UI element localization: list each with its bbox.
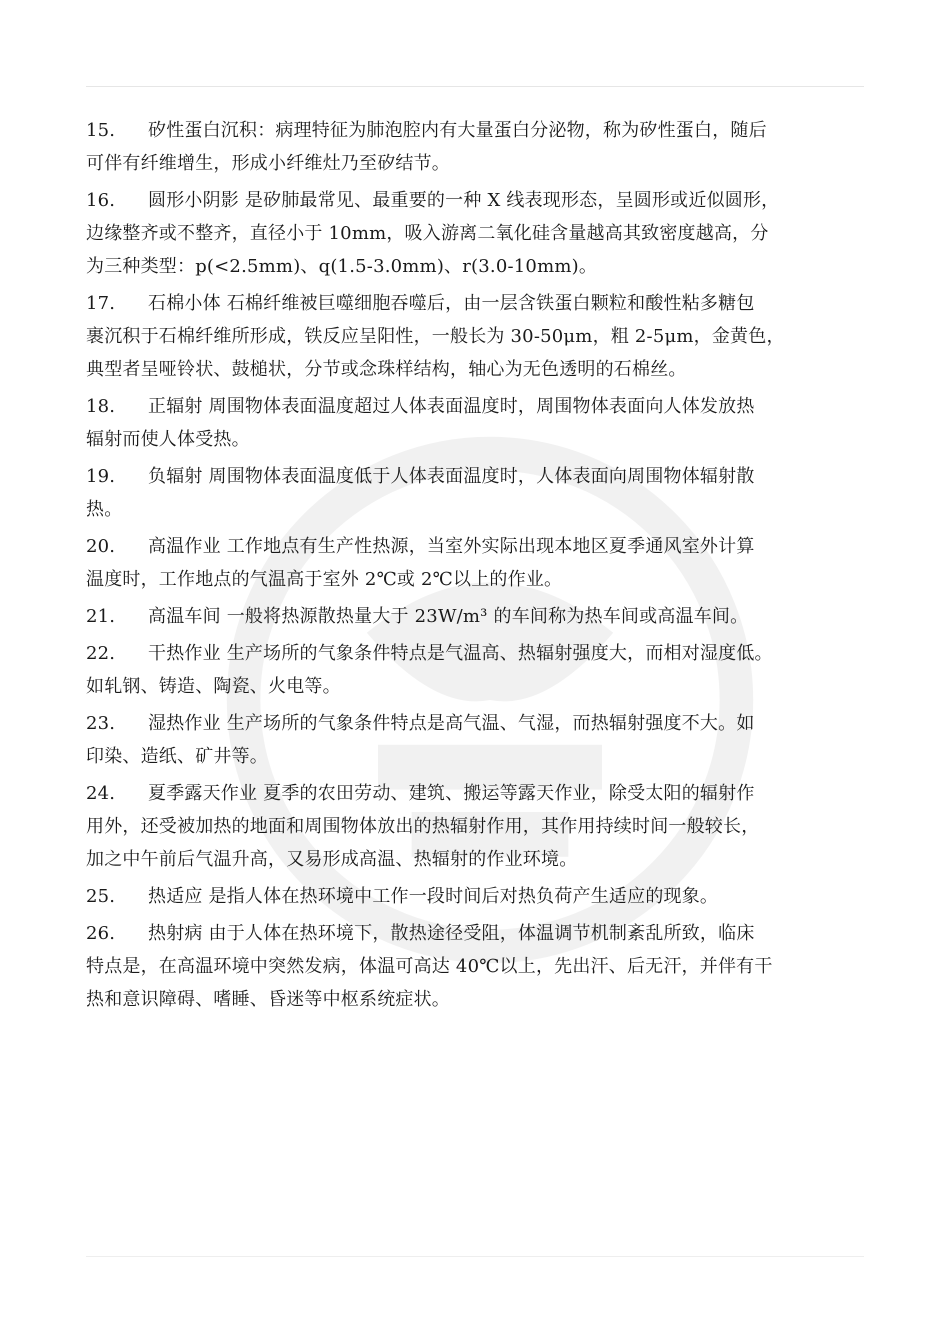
glossary-entry <box>86 114 876 180</box>
entry-line <box>86 707 876 740</box>
entry-text: 干热作业 生产场所的气象条件特点是气温高、热辐射强度大，而相对湿度低。 <box>148 643 773 664</box>
entry-text: 印染、造纸、矿井等。 <box>86 746 268 767</box>
entry-text: 石棉小体 石棉纤维被巨噬细胞吞噬后，由一层含铁蛋白颗粒和酸性粘多糖包 <box>148 293 755 314</box>
glossary-entry <box>86 880 876 913</box>
entry-line <box>86 250 876 283</box>
entry-line <box>86 950 876 983</box>
entry-text: 用外，还受被加热的地面和周围物体放出的热辐射作用，其作用持续时间一般较长， <box>86 816 760 837</box>
entry-number: 18. <box>86 396 116 417</box>
entry-line <box>86 530 876 563</box>
glossary-entry <box>86 287 876 386</box>
entry-line <box>86 637 876 670</box>
glossary-list <box>86 114 876 1020</box>
entry-number: 17. <box>86 293 116 314</box>
entry-line <box>86 353 876 386</box>
entry-text: 热射病 由于人体在热环境下，散热途径受阻，体温调节机制紊乱所致，临床 <box>148 923 755 944</box>
entry-number: 24. <box>86 783 116 804</box>
entry-text: 为三种类型：p(<2.5mm)、q(1.5-3.0mm)、r(3.0-10mm)。 <box>86 256 598 277</box>
entry-text: 裹沉积于石棉纤维所形成，铁反应呈阳性，一般长为 30-50μm，粗 2-5μm，金黄色， <box>86 326 785 347</box>
entry-number: 19. <box>86 466 116 487</box>
entry-line <box>86 460 876 493</box>
entry-text: 边缘整齐或不整齐，直径小于 10mm，吸入游离二氧化硅含量越高其致密度越高，分 <box>86 223 769 244</box>
entry-line <box>86 493 876 526</box>
entry-line <box>86 843 876 876</box>
entry-line <box>86 670 876 703</box>
entry-line <box>86 114 876 147</box>
entry-text: 如轧钢、铸造、陶瓷、火电等。 <box>86 676 341 697</box>
entry-line <box>86 880 876 913</box>
entry-number: 22. <box>86 643 116 664</box>
entry-number: 23. <box>86 713 116 734</box>
entry-text: 可伴有纤维增生，形成小纤维灶乃至矽结节。 <box>86 153 450 174</box>
entry-text: 矽性蛋白沉积：病理特征为肺泡腔内有大量蛋白分泌物，称为矽性蛋白，随后 <box>148 120 767 141</box>
entry-line <box>86 917 876 950</box>
entry-text: 湿热作业 生产场所的气象条件特点是高气温、气湿，而热辐射强度不大。如 <box>148 713 755 734</box>
header-rule <box>86 86 864 87</box>
entry-text: 正辐射 周围物体表面温度超过人体表面温度时，周围物体表面向人体发放热 <box>148 396 755 417</box>
glossary-entry <box>86 530 876 596</box>
glossary-entry <box>86 460 876 526</box>
entry-line <box>86 147 876 180</box>
entry-line <box>86 423 876 456</box>
entry-line <box>86 217 876 250</box>
entry-text: 热适应 是指人体在热环境中工作一段时间后对热负荷产生适应的现象。 <box>148 886 719 907</box>
entry-text: 高温车间 一般将热源散热量大于 23W/m³ 的车间称为热车间或高温车间。 <box>148 606 749 627</box>
entry-line <box>86 563 876 596</box>
entry-line <box>86 983 876 1016</box>
entry-number: 21. <box>86 606 116 627</box>
entry-text: 负辐射 周围物体表面温度低于人体表面温度时，人体表面向周围物体辐射散 <box>148 466 755 487</box>
glossary-entry <box>86 707 876 773</box>
entry-text: 特点是，在高温环境中突然发病，体温可高达 40℃以上，先出汗、后无汗，并伴有干 <box>86 956 773 977</box>
entry-text: 典型者呈哑铃状、鼓槌状，分节或念珠样结构，轴心为无色透明的石棉丝。 <box>86 359 687 380</box>
entry-text: 高温作业 工作地点有生产性热源，当室外实际出现本地区夏季通风室外计算 <box>148 536 755 557</box>
entry-line <box>86 287 876 320</box>
entry-line <box>86 600 876 633</box>
entry-text: 热和意识障碍、嗜睡、昏迷等中枢系统症状。 <box>86 989 450 1010</box>
entry-line <box>86 777 876 810</box>
entry-line <box>86 320 876 353</box>
entry-text: 热。 <box>86 499 123 520</box>
entry-number: 16. <box>86 190 116 211</box>
entry-number: 15. <box>86 120 116 141</box>
entry-number: 26. <box>86 923 116 944</box>
glossary-entry <box>86 917 876 1016</box>
entry-text: 加之中午前后气温升高，又易形成高温、热辐射的作业环境。 <box>86 849 578 870</box>
entry-line <box>86 390 876 423</box>
entry-text: 辐射而使人体受热。 <box>86 429 250 450</box>
glossary-entry <box>86 637 876 703</box>
glossary-entry <box>86 600 876 633</box>
entry-number: 20. <box>86 536 116 557</box>
entry-line <box>86 184 876 217</box>
glossary-entry <box>86 184 876 283</box>
entry-number: 25. <box>86 886 116 907</box>
glossary-entry <box>86 777 876 876</box>
entry-line <box>86 740 876 773</box>
entry-text: 夏季露天作业 夏季的农田劳动、建筑、搬运等露天作业，除受太阳的辐射作 <box>148 783 755 804</box>
entry-text: 温度时，工作地点的气温高于室外 2℃或 2℃以上的作业。 <box>86 569 563 590</box>
footer-rule <box>86 1256 864 1257</box>
entry-line <box>86 810 876 843</box>
entry-text: 圆形小阴影 是矽肺最常见、最重要的一种 X 线表现形态，呈圆形或近似圆形， <box>148 190 780 211</box>
glossary-entry <box>86 390 876 456</box>
